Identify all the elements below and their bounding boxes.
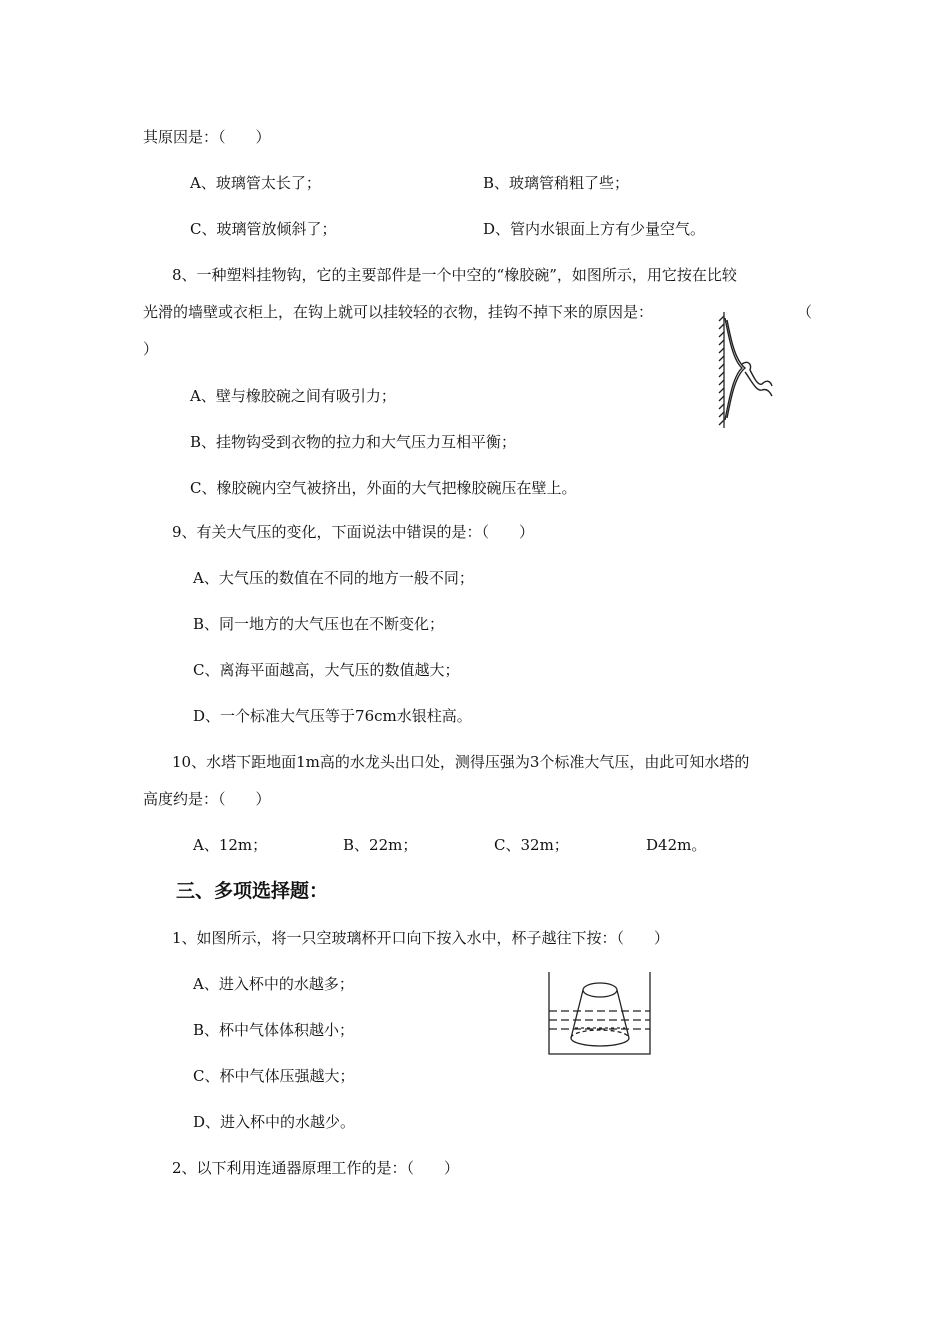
q10-stem-line1: 10、水塔下距地面1m高的水龙头出口处，测得压强为3个标准大气压，由此可知水塔的 — [172, 753, 750, 771]
q9-option-a: A、大气压的数值在不同的地方一般不同； — [193, 569, 474, 587]
q8-option-a: A、壁与橡胶碗之间有吸引力； — [190, 387, 396, 405]
s3-q1-option-c: C、杯中气体压强越大； — [193, 1067, 355, 1085]
q10-stem-line2: 高度约是：（ ） — [143, 790, 271, 808]
hook-figure — [712, 308, 784, 432]
q9-option-b: B、同一地方的大气压也在不断变化； — [193, 615, 445, 633]
q10-option-d: D42m。 — [646, 836, 707, 854]
s3-q1-stem: 1、如图所示，将一只空玻璃杯开口向下按入水中，杯子越往下按：（ ） — [172, 929, 670, 947]
s3-q1-option-d: D、进入杯中的水越少。 — [193, 1113, 356, 1131]
wall-icon — [719, 312, 724, 428]
q8-stem-line1: 8、一种塑料挂物钩，它的主要部件是一个中空的“橡胶碗”，如图所示，用它按在比较 — [172, 266, 737, 284]
q10-option-c: C、32m； — [494, 836, 569, 854]
q8-paren-close: ） — [143, 340, 159, 358]
q7-option-c: C、玻璃管放倾斜了； — [190, 220, 337, 238]
q9-option-d: D、一个标准大气压等于76cm水银柱高。 — [193, 707, 472, 725]
q8-paren-open: （ — [797, 303, 813, 321]
s3-q1-option-b: B、杯中气体体积越小； — [193, 1021, 355, 1039]
suction-hook-icon — [725, 318, 772, 420]
q8-option-c: C、橡胶碗内空气被挤出，外面的大气把橡胶碗压在壁上。 — [190, 479, 577, 497]
cup-in-water-figure — [545, 968, 655, 1058]
q9-stem: 9、有关大气压的变化，下面说法中错误的是：（ ） — [172, 523, 535, 541]
q8-stem-line2: 光滑的墙壁或衣柜上，在钩上就可以挂较轻的衣物，挂钩不掉下来的原因是： — [143, 303, 654, 321]
q7-stem: 其原因是：（ ） — [143, 128, 271, 146]
q7-option-a: A、玻璃管太长了； — [190, 174, 321, 192]
section-heading: 三、多项选择题： — [176, 880, 329, 902]
water-tank-icon — [549, 972, 650, 1054]
inverted-cup-icon — [571, 983, 629, 1046]
s3-q1-option-a: A、进入杯中的水越多； — [193, 975, 354, 993]
q10-option-a: A、12m； — [193, 836, 268, 854]
q8-option-b: B、挂物钩受到衣物的拉力和大气压力互相平衡； — [190, 433, 517, 451]
q7-option-b: B、玻璃管稍粗了些； — [483, 174, 630, 192]
q7-option-d: D、管内水银面上方有少量空气。 — [483, 220, 706, 238]
q10-option-b: B、22m； — [343, 836, 418, 854]
q9-option-c: C、离海平面越高，大气压的数值越大； — [193, 661, 460, 679]
s3-q2-stem: 2、以下利用连通器原理工作的是：（ ） — [172, 1159, 460, 1177]
